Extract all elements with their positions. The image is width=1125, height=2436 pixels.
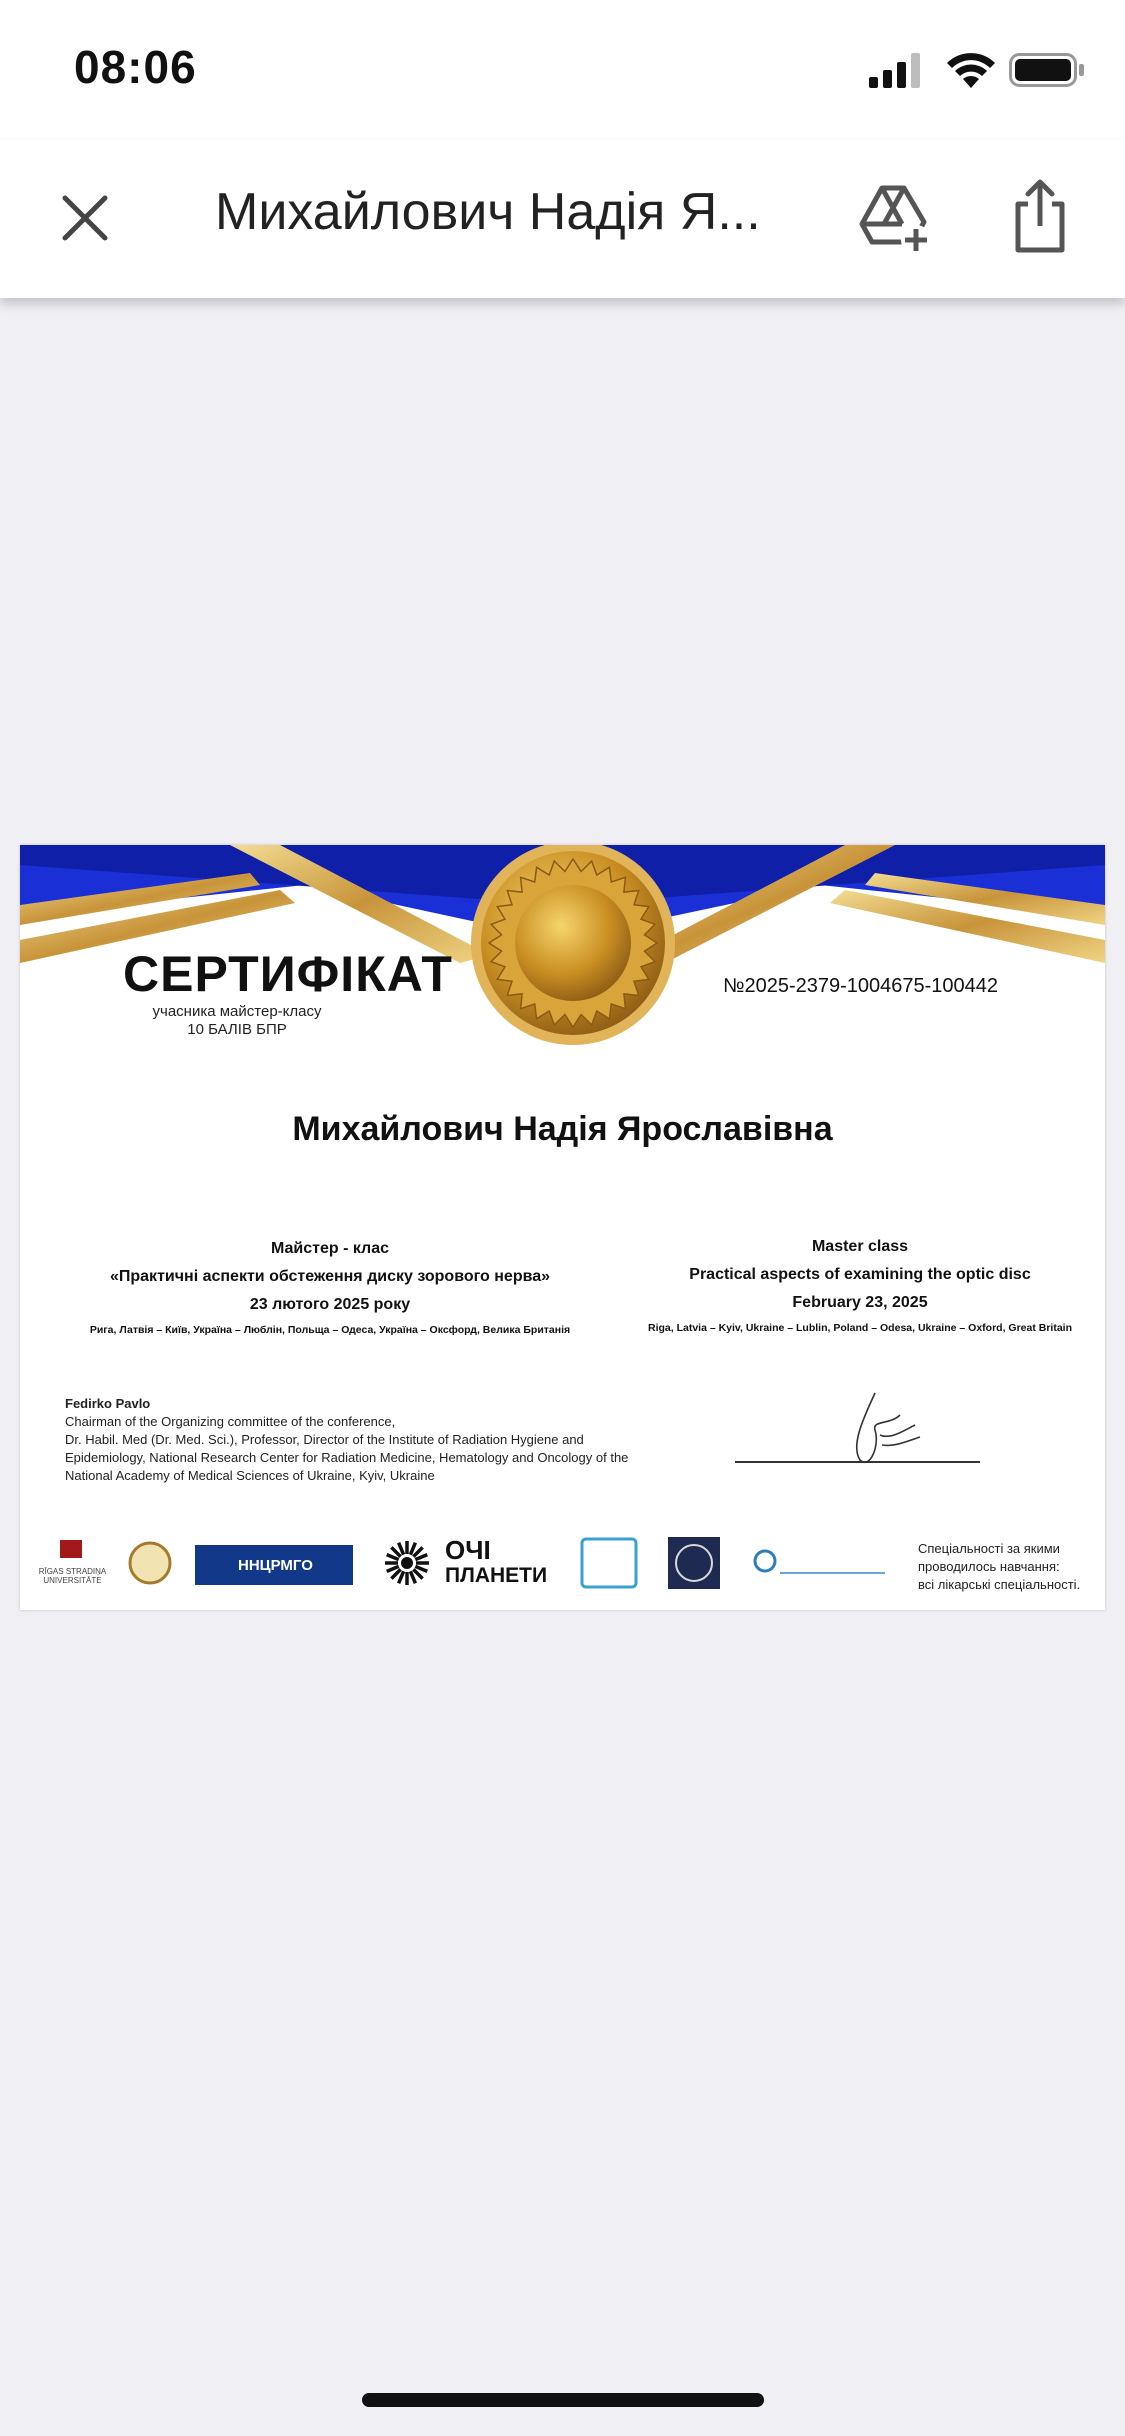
- signature-line: [735, 1461, 980, 1463]
- document-title: Михайлович Надія Я...: [215, 183, 761, 241]
- specialties-line2: проводилось навчання:: [918, 1559, 1060, 1574]
- rsu-logo-text: RĪGAS STRADIŅA UNIVERSITĀTE: [38, 1567, 107, 1585]
- signer-title-3: Epidemiology, National Research Center for Radiation Medicine, Hematology and Oncology of the: [65, 1450, 629, 1465]
- event-type: Майстер - клас: [270, 1240, 390, 1257]
- status-time: 08:06: [74, 41, 197, 93]
- certificate-points: 10 БАЛІВ БПР: [187, 1021, 287, 1038]
- signer-block: [65, 1395, 705, 1485]
- event-type-en: Master class: [811, 1238, 909, 1255]
- status-icons: [845, 50, 1085, 90]
- english-details: [600, 1238, 1105, 1334]
- event-date-en: February 23, 2025: [792, 1294, 928, 1311]
- event-locations-en: Riga, Latvia – Kyiv, Ukraine – Lublin, Poland – Odesa, Ukraine – Oxford, Great Britain: [647, 1322, 1072, 1334]
- signer-name: Fedirko Pavlo: [65, 1396, 151, 1411]
- drive-add-icon[interactable]: [858, 182, 932, 256]
- planet-ray: [413, 1547, 422, 1556]
- home-indicator[interactable]: [362, 2393, 764, 2407]
- signer-title-4: National Academy of Medical Sciences of Ukraine, Kyiv, Ukraine: [65, 1468, 435, 1483]
- planet-logo-line1: ОЧІ: [445, 1535, 491, 1565]
- signer-title-2: Dr. Habil. Med (Dr. Med. Sci.), Professor, Director of the Institute of Radiation Hygiene and: [65, 1432, 584, 1447]
- event-locations: Рига, Латвія – Київ, Україна – Люблін, Польща – Одеса, Україна – Оксфорд, Велика Британія: [89, 1324, 571, 1336]
- planet-logo-mark: [385, 1541, 429, 1585]
- certificate-image: [20, 845, 1105, 1610]
- specialties-line3: всі лікарські спеціальності.: [918, 1577, 1081, 1592]
- nncrmgo-logo-text: ННЦРМГО: [238, 1557, 313, 1574]
- planet-ray: [413, 1569, 422, 1578]
- close-icon[interactable]: [55, 188, 115, 248]
- nav-bar: [0, 140, 1125, 298]
- certificate-subtitle: учасника майстер-класу: [152, 1003, 322, 1020]
- planet-logo-line2: ПЛАНЕТИ: [445, 1564, 548, 1587]
- signal-icon: [867, 50, 927, 90]
- event-topic: «Практичні аспекти обстеження диску зорового нерва»: [109, 1268, 551, 1285]
- share-icon[interactable]: [1010, 176, 1070, 256]
- wifi-icon: [945, 50, 997, 90]
- status-bar: [0, 0, 1125, 140]
- specialties-note: [918, 1540, 1080, 1594]
- signer-title-1: Chairman of the Organizing committee of the conference,: [65, 1414, 396, 1429]
- planet-ray: [391, 1569, 400, 1578]
- event-date: 23 лютого 2025 року: [249, 1296, 411, 1313]
- event-topic-en: Practical aspects of examining the optic disc: [689, 1266, 1031, 1283]
- battery-icon: [1009, 52, 1085, 88]
- certificate-title: СЕРТИФІКАТ: [123, 946, 453, 1002]
- participant-name: Михайлович Надія Ярославівна: [292, 1110, 833, 1148]
- ukrainian-details: [40, 1240, 620, 1336]
- certificate-number: №2025-2379-1004675-100442: [723, 975, 999, 997]
- planet-ray: [391, 1547, 400, 1556]
- specialties-line1: Спеціальності за якими: [918, 1541, 1060, 1556]
